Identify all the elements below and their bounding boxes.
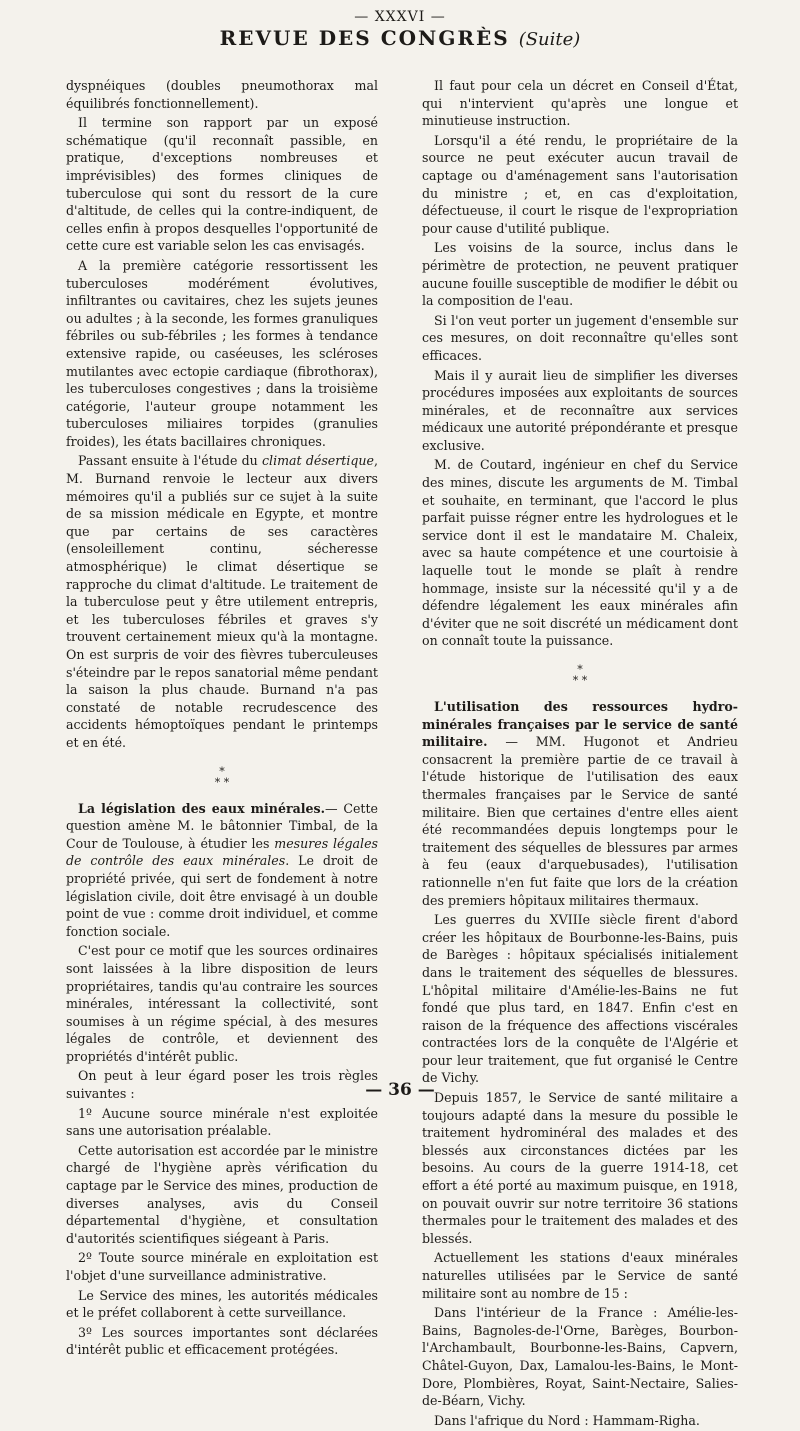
paragraph: On peut à leur égard poser les trois règles suivantes : <box>66 1068 378 1102</box>
rule-item: 1º Aucune source minérale n'est exploitée sans une autorisation préalable. <box>66 1105 378 1139</box>
text-run: Passant ensuite à l'étude du <box>78 453 262 469</box>
paragraph: C'est pour ce motif que les sources ordinaires sont laissées à la libre disposition de leurs propriétaires, tandis qu'au contraire les sources minérales, intéressant la collectivité, sont soumises à un régime spécial, à des mesures légales de contrôle, et deviennent des propriétés d'intérêt public. <box>66 943 378 1064</box>
text-run: . Le droit de propriété privée, qui sert de fondement à notre législation civile, doit être envisagé à un double point de vue : comme droit individuel, et comme fonction sociale. <box>66 853 378 939</box>
paragraph: Il termine son rapport par un exposé schématique (qu'il reconnaît passible, en pratique, d'exceptions nombreuses et imprévisibles) des formes cliniques de tuberculose qui sont du ressort de la cure d'altitude, de celles qui la contre-indiquent, de celles enfin à propos desquelles l'opportunité de cette cure est variable selon les cas envisagés. <box>66 115 378 254</box>
italic-term: climat désertique <box>262 453 374 469</box>
paragraph: Actuellement les stations d'eaux minérales naturelles utilisées par le Service de santé militaire sont au nombre de 15 : <box>422 1250 738 1301</box>
paragraph: Cette autorisation est accordée par le ministre chargé de l'hygiène après vérification du captage par le Service des mines, production de diverses analyses, avis du Conseil départemental d'hygiène, et consultation d'autorités scientifiques siégeant à Paris. <box>66 1142 378 1246</box>
text-run: Les guerres du <box>434 912 550 928</box>
rule-item: 2º Toute source minérale en exploitation est l'objet d'une surveillance administrative. <box>66 1250 378 1283</box>
paragraph: Mais il y aurait lieu de simplifier les diverses procédures imposées aux exploitants de sources minérales, et de reconnaître aux services médicaux une autorité prépondérante et presque exclusive. <box>422 367 738 453</box>
right-column <box>422 77 738 1431</box>
paragraph <box>66 452 378 751</box>
text-run: , M. Burnand renvoie le lecteur aux divers mémoires qu'il a publiés sur ce sujet à la suite de sa mission médicale en Egypte, et montre que par certains de ses caractères (ensoleillement continu, sécheresse atmosphérique) le climat désertique se rapproche du climat d'altitude. Le traitement de la tuberculose peut y être utilement entrepris, et les tuberculoses fébriles et graves s'y trouvent certainement mieux qu'à la montagne. On est surpris de voir des fièvres tuberculeuses s'éteindre par le repos sanatorial même pendant la saison la plus chaude. Burnand n'a pas constaté de notable recrudescence des accidents hémoptoïques pendant le printemps et en été. <box>66 453 378 750</box>
section-asterism <box>422 664 738 686</box>
text-run: — Cette question amène M. le bâtonnier Timbal, de la Cour de Toulouse, à étudier les <box>66 800 378 851</box>
section-title: La législation des eaux minérales. <box>78 800 326 816</box>
paragraph: M. de Coutard, ingénieur en chef du Service des mines, discute les arguments de M. Timbal et souhaite, en terminant, que l'accord le plus parfait puisse régner entre les hydrologues et le service dont il est le mandataire M. Chaleix, avec sa haute compétence et une courtoisie à laquelle tout le monde se plaît à rendre hommage, insiste sur la nécessité qu'il y a de défendre légalement les eaux minérales afin d'éviter que ne soit discrété un médicament dont on connaît toute la puissance. <box>422 457 738 649</box>
paragraph: dyspnéiques (doubles pneumothorax mal équilibrés fonctionnellement). <box>66 78 378 111</box>
running-head <box>0 26 800 50</box>
paragraph: Lorsqu'il a été rendu, le propriétaire de la source ne peut exécuter aucun travail de captage ou d'aménagement sans l'autorisation du ministre ; et, en cas d'exploitation, défectueuse, il court le risque de l'expropriation pour cause d'utilité publique. <box>422 132 738 236</box>
asterism-top: * <box>219 764 225 778</box>
paragraph <box>422 911 738 1087</box>
roman-folio: — XXXVI — <box>354 9 446 25</box>
century-numeral: XVIIIe <box>549 912 591 928</box>
section-asterism <box>66 766 378 788</box>
paragraph: A la première catégorie ressortissent les tuberculoses modérément évolutives, infiltrantes ou cavitaires, chez les sujets jeunes ou adultes ; à la seconde, les formes granuliques fébriles ou sub-fébriles ; les formes à tendance extensive rapide, ou caséeuses, les scléroses mutilantes avec ectopie cardiaque (fibrothorax), les tuberculoses congestives ; dans la troisième catégorie, l'auteur groupe notamment les tuberculoses miliaires torpides (granulies froides), les états bacillaires chroniques. <box>66 257 378 449</box>
paragraph: Depuis 1857, le Service de santé militaire a toujours adapté dans la mesure du possible le traitement hydrominéral des malades et des blessés aux circonstances dictées par les besoins. Au cours de la guerre 1914-18, cet effort a été porté au maximum puisque, en 1918, on pouvait ouvrir sur notre territoire 36 stations thermales pour le traitement des malades et des blessés. <box>422 1090 738 1246</box>
paragraph: Si l'on veut porter un jugement d'ensemble sur ces mesures, on doit reconnaître qu'elles sont efficaces. <box>422 312 738 363</box>
running-head-title: REVUE DES CONGRÈS <box>219 26 510 50</box>
section-paragraph <box>66 800 378 941</box>
section-paragraph <box>422 698 738 909</box>
left-column <box>66 77 378 1361</box>
running-head-suite: (Suite) <box>518 29 581 50</box>
section-title: L'utilisation des ressources hydro-minérales françaises par le service de santé militaire. <box>422 699 738 750</box>
paragraph: Dans l'afrique du Nord : Hammam-Righa. <box>434 1412 700 1428</box>
paragraph: Le Service des mines, les autorités médicales et le préfet collaborent à cette surveillance. <box>66 1287 378 1321</box>
asterism-bottom: * * <box>572 674 588 687</box>
page-number: — 36 — <box>365 1080 435 1100</box>
rule-item: 3º Les sources importantes sont déclarées d'intérêt public et efficacement protégées. <box>66 1324 378 1358</box>
paragraph: Il faut pour cela un décret en Conseil d'État, qui n'intervient qu'après une longue et minutieuse instruction. <box>422 78 738 129</box>
asterism-top: * <box>577 663 583 676</box>
italic-term: mesures légales de contrôle des eaux minérales <box>66 835 378 869</box>
text-run: — MM. Hugonot et Andrieu consacrent la première partie de ce travail à l'étude historique de l'utilisation des eaux thermales françaises par le Service de santé militaire. Bien que certaines d'entre elles aient été recommandées depuis longtemps pour le traitement des séquelles de blessures par armes à feu (eaux d'arquebusades), l'utilisation rationnelle n'en fut faite que lors de la création des premiers hôpitaux militaires thermaux. <box>422 734 738 908</box>
paragraph: Dans l'intérieur de la France : Amélie-les-Bains, Bagnoles-de-l'Orne, Barèges, Bourbon-l'Archambault, Bourbonne-les-Bains, Capvern, Châtel-Guyon, Dax, Lamalou-les-Bains, le Mont-Dore, Plombières, Royat, Saint-Nectaire, Salies-de-Béarn, Vichy. <box>422 1305 738 1409</box>
paragraph: Les voisins de la source, inclus dans le périmètre de protection, ne peuvent pratiquer aucune fouille susceptible de modifier le débit ou la composition de l'eau. <box>422 240 738 309</box>
text-run: siècle firent d'abord créer les hôpitaux de Bourbonne-les-Bains, puis de Barèges : hôpitaux spécialisés initialement dans le traitement des séquelles de blessures. L'hôpital militaire d'Amélie-les-Bains ne fut fondé que plus tard, en 1847. Enfin c'est en raison de la fréquence des affections viscérales contractées lors de la conquête de l'Algérie et pour leur traitement, que fut organisé le Centre de Vichy. <box>422 912 739 1086</box>
asterism-bottom: * * <box>214 775 230 789</box>
